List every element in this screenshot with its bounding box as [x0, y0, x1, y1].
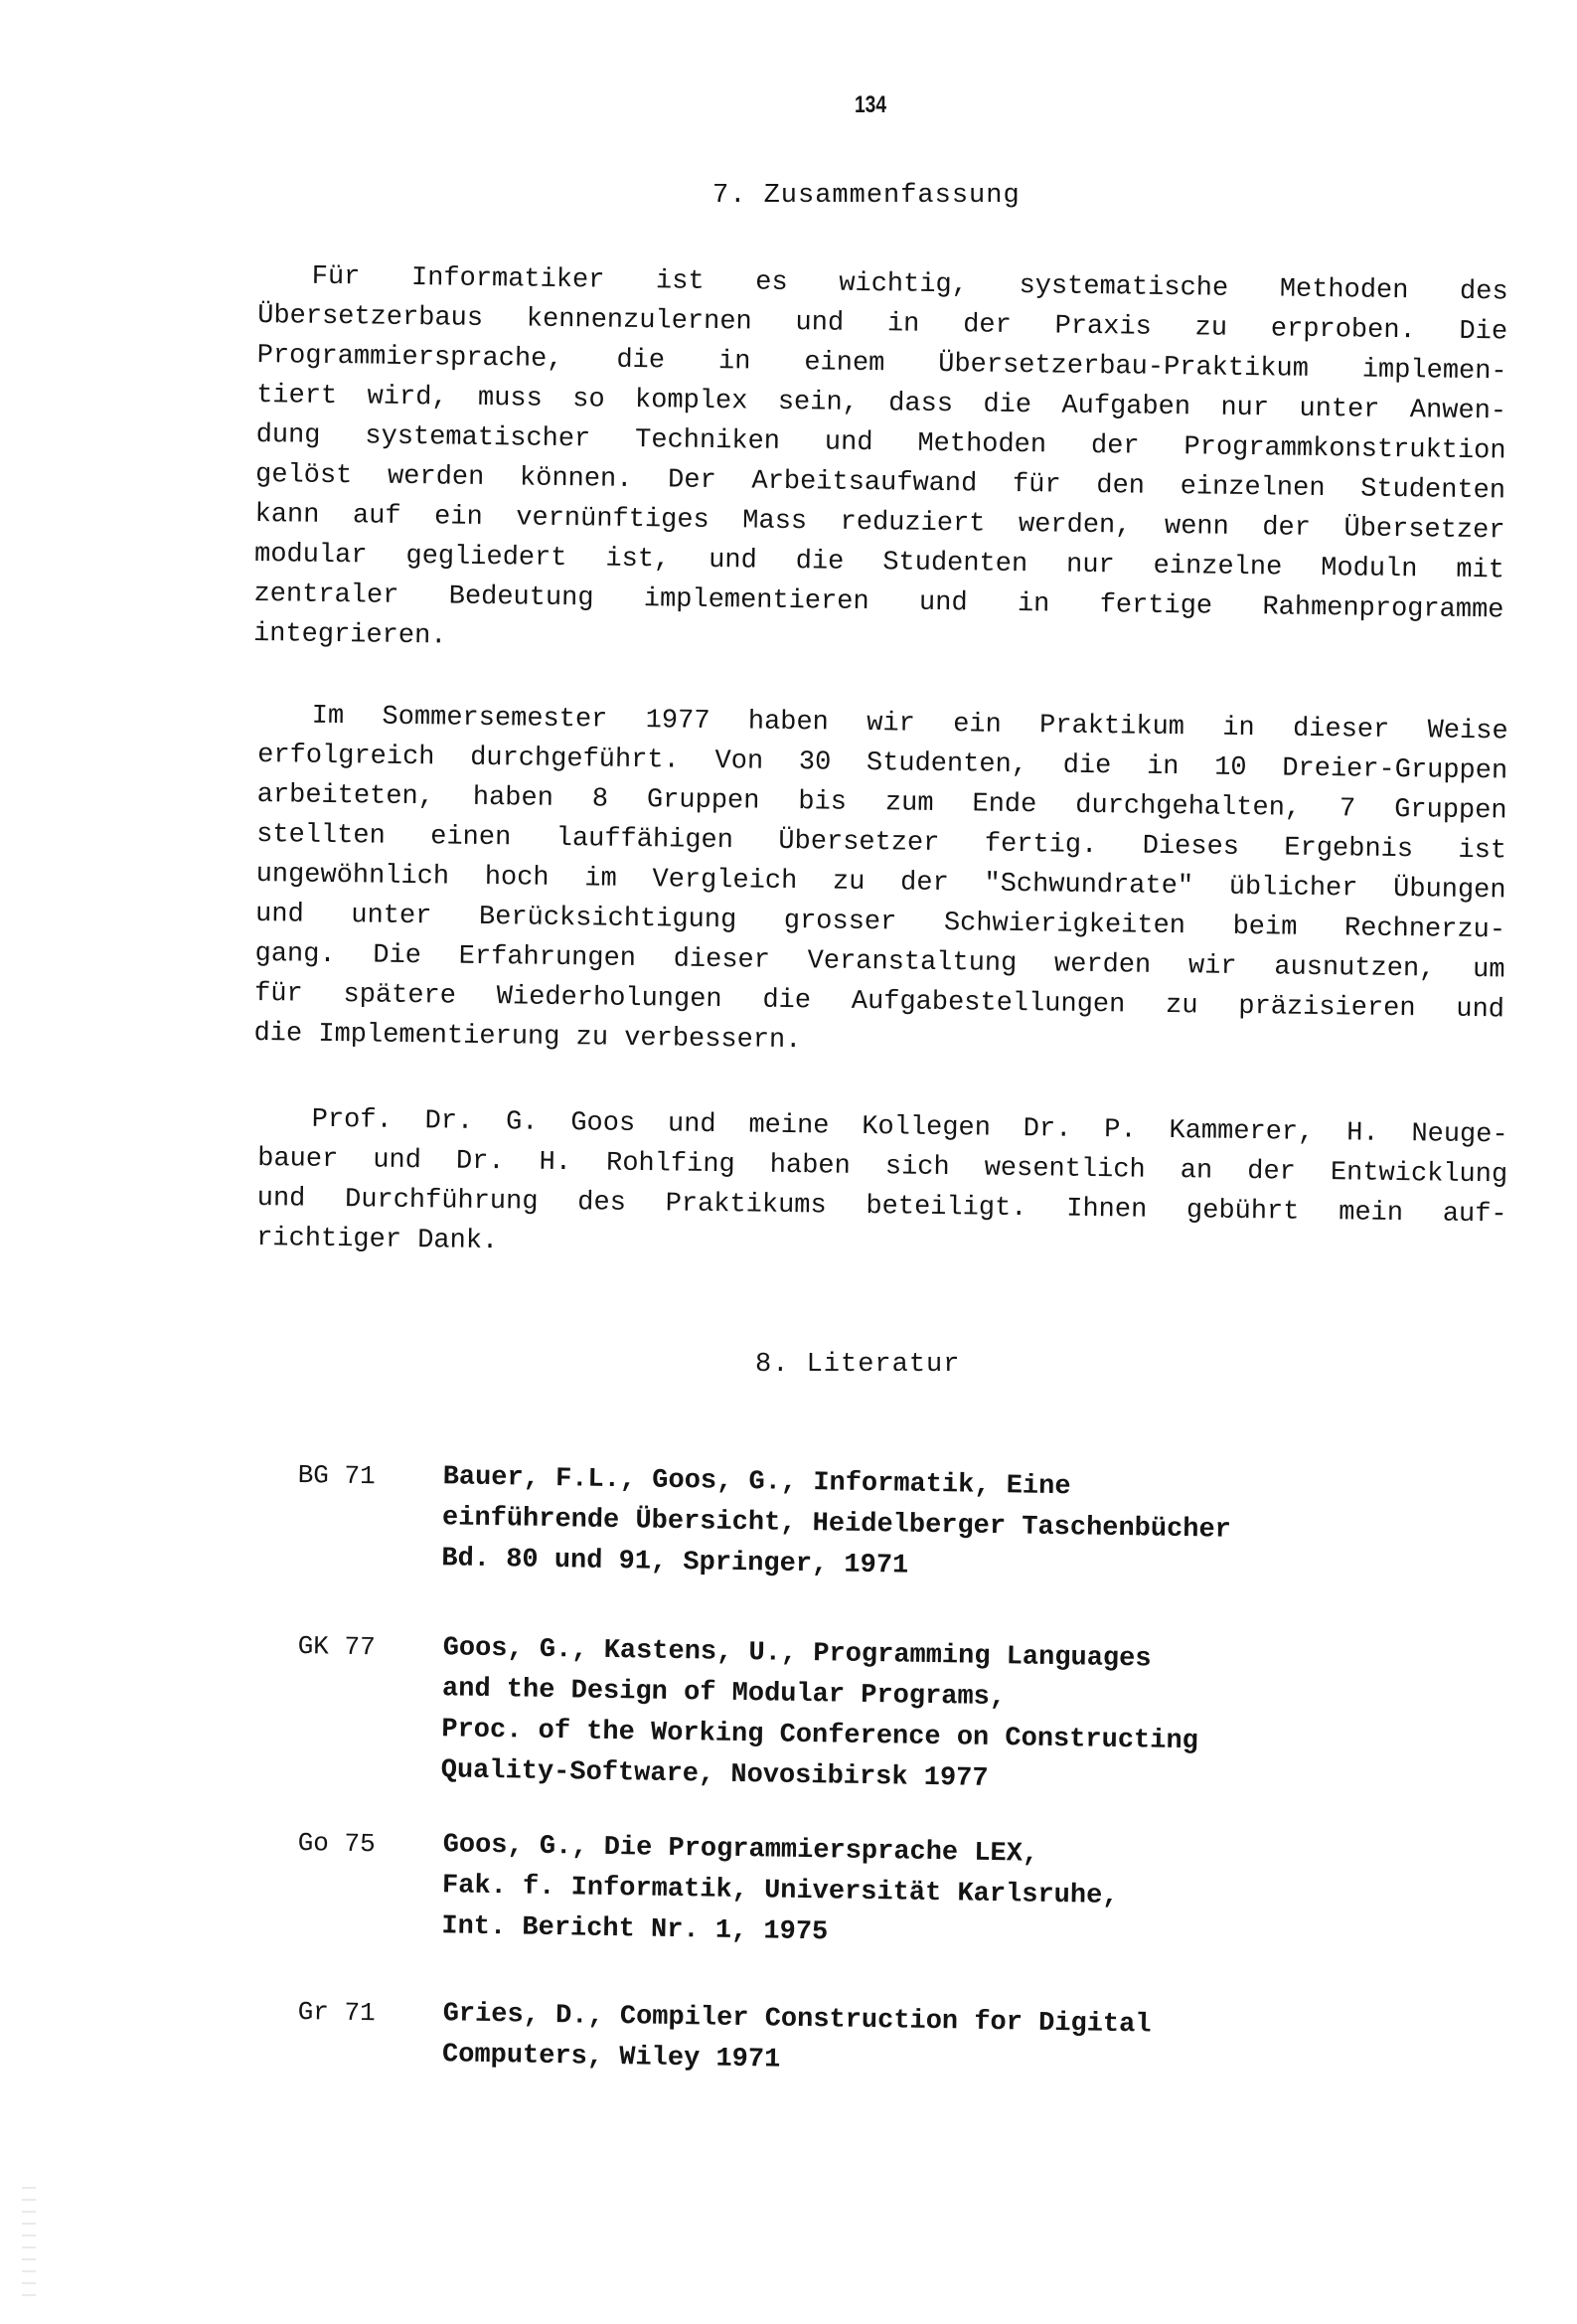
- text-line: integrieren.: [252, 618, 447, 652]
- reference-line: Proc. of the Working Conference on Constructing: [441, 1715, 1199, 1757]
- page-number: 134: [855, 91, 887, 118]
- reference-key: BG 71: [297, 1459, 376, 1492]
- text-line: modular gegliedert ist, und die Studenten nur einzelne Moduln mit: [253, 539, 1505, 586]
- reference-line: Quality-Software, Novosibirsk 1977: [440, 1755, 989, 1794]
- reference-key: Go 75: [297, 1827, 376, 1860]
- reference-key: GK 77: [297, 1630, 376, 1663]
- text-line: Im Sommersemester 1977 haben wir ein Praktikum in dieser Weise: [311, 701, 1508, 747]
- text-line: stellten einen lauffähigen Übersetzer fertig. Dieses Ergebnis ist: [255, 819, 1507, 867]
- text-line: richtiger Dank.: [255, 1223, 499, 1257]
- reference-line: Gries, D., Compiler Construction for Digital: [442, 1999, 1152, 2041]
- summary-paragraph-1: [253, 256, 1508, 670]
- text-line: bauer und Dr. H. Rohlfing haben sich wesentlich an der Entwicklung: [257, 1143, 1508, 1191]
- reference-line: Goos, G., Die Programmiersprache LEX,: [442, 1830, 1039, 1870]
- reference-line: and the Design of Modular Programs,: [441, 1674, 1007, 1714]
- text-line: arbeiteten, haben 8 Gruppen bis zum Ende durchgehalten, 7 Gruppen: [256, 779, 1507, 827]
- reference-line: einführende Übersicht, Heidelberger Taschenbücher: [441, 1503, 1232, 1546]
- reference-line: Goos, G., Kastens, U., Programming Languages: [442, 1633, 1152, 1675]
- text-line: und unter Berücksichtigung grosser Schwierigkeiten beim Rechnerzu-: [254, 899, 1506, 946]
- scan-edge-marks: [22, 2187, 36, 2296]
- reference-entry: [297, 1455, 1371, 1581]
- reference-key: Gr 71: [297, 1996, 376, 2029]
- text-line: dung systematischer Techniken und Methoden der Programmkonstruktion: [255, 419, 1506, 467]
- reference-entry: [297, 1626, 1371, 1794]
- section-heading-summary: 7. Zusammenfassung: [712, 181, 1021, 211]
- reference-line: Bauer, F.L., Goos, G., Informatik, Eine: [442, 1462, 1071, 1503]
- summary-paragraph-2: [253, 696, 1508, 1070]
- text-line: erfolgreich durchgeführt. Von 30 Studenten, die in 10 Dreier-Gruppen: [257, 740, 1508, 787]
- text-line: Prof. Dr. G. Goos und meine Kollegen Dr. P. Kammerer, H. Neuge-: [311, 1104, 1508, 1151]
- reference-line: Bd. 80 und 91, Springer, 1971: [441, 1544, 909, 1581]
- text-line: kann auf ein vernünftiges Mass reduziert werden, wenn der Übersetzer: [254, 499, 1505, 547]
- text-line: für spätere Wiederholungen die Aufgabestellungen zu präzisieren und: [253, 978, 1505, 1026]
- text-line: Übersetzerbaus kennenzulernen und in der Praxis zu erproben. Die: [257, 300, 1508, 348]
- section-heading-literature: 8. Literatur: [755, 1350, 961, 1380]
- text-line: die Implementierung zu verbessern.: [253, 1018, 802, 1057]
- summary-paragraph-3: [256, 1099, 1508, 1274]
- reference-entry: [297, 1992, 1371, 2075]
- text-line: zentraler Bedeutung implementieren und in fertige Rahmenprogramme: [253, 579, 1504, 626]
- reference-line: Fak. f. Informatik, Universität Karlsruhe,: [441, 1871, 1119, 1911]
- text-line: tiert wird, muss so komplex sein, dass die Aufgaben nur unter Anwen-: [255, 380, 1507, 427]
- text-line: und Durchführung des Praktikums beteiligt. Ihnen gebührt mein auf-: [256, 1183, 1507, 1231]
- text-line: gelöst werden können. Der Arbeitsaufwand für den einzelnen Studenten: [254, 459, 1506, 507]
- text-line: Für Informatiker ist es wichtig, systematische Methoden des: [311, 261, 1508, 308]
- text-line: ungewöhnlich hoch im Vergleich zu der "Schwundrate" üblicher Übungen: [255, 859, 1506, 907]
- text-line: gang. Die Erfahrungen dieser Veranstaltung werden wir ausnutzen, um: [254, 938, 1505, 986]
- reference-line: Int. Bericht Nr. 1, 1975: [441, 1911, 829, 1948]
- text-line: Programmiersprache, die in einem Übersetzerbau-Praktikum implemen-: [256, 340, 1507, 388]
- reference-line: Computers, Wiley 1971: [441, 2040, 781, 2075]
- reference-entry: [297, 1823, 1371, 1948]
